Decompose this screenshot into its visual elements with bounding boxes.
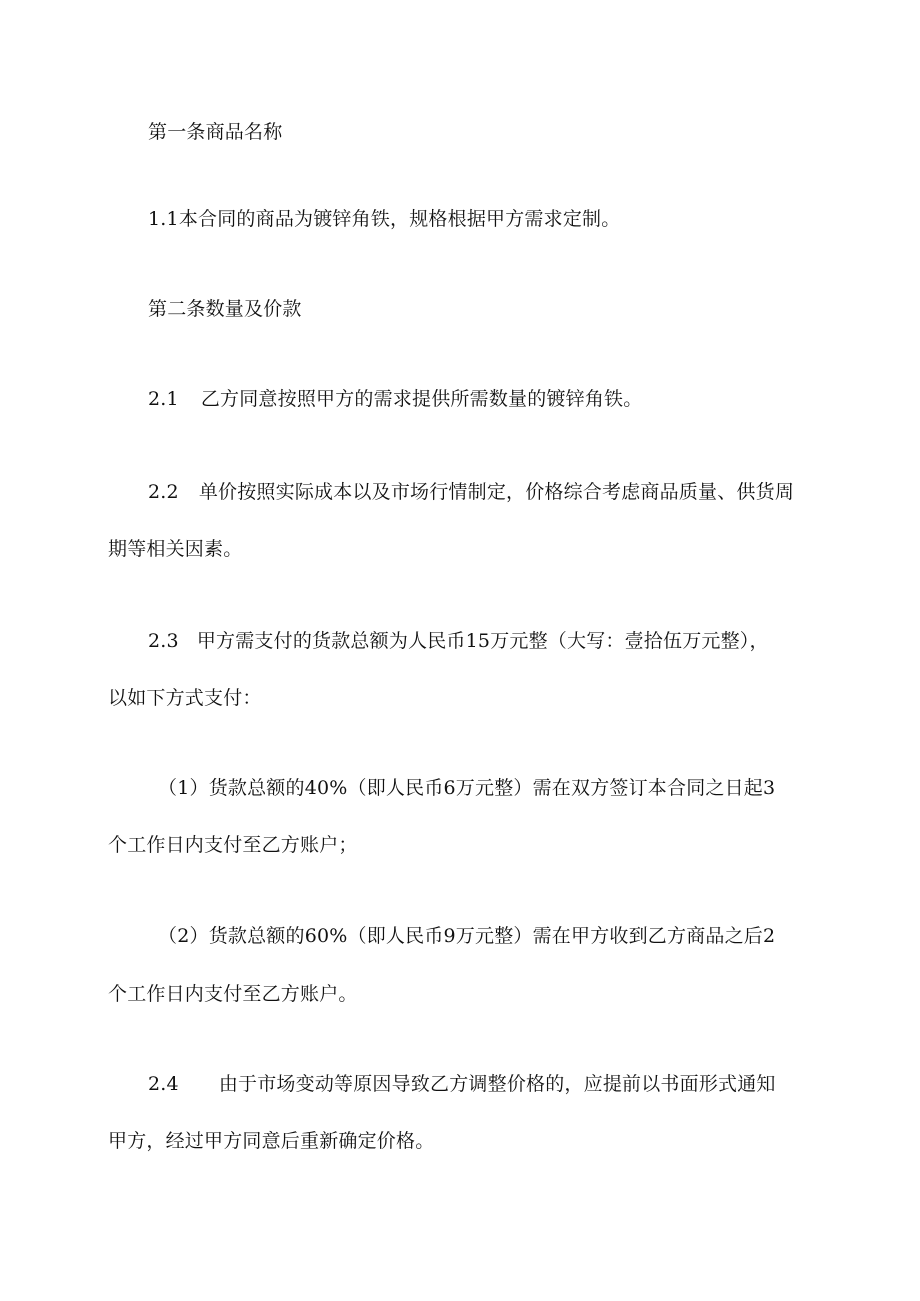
clause-number: 2.1 bbox=[148, 388, 179, 410]
payment-item-1-line-2: 个工作日内支付至乙方账户； bbox=[108, 834, 358, 856]
clause-number: 2.3 bbox=[148, 630, 179, 652]
payment-item-2-line-1: （2）货款总额的60%（即人民币9万元整）需在甲方收到乙方商品之后2 bbox=[158, 925, 776, 947]
clause-number: 2.4 bbox=[148, 1073, 179, 1095]
clause-2-2-line-1 bbox=[148, 480, 794, 504]
clause-2-4-line-2: 甲方，经过甲方同意后重新确定价格。 bbox=[108, 1130, 435, 1152]
clause-2-1 bbox=[148, 387, 642, 411]
clause-text: 单价按照实际成本以及市场行情制定，价格综合考虑商品质量、供货周 bbox=[198, 481, 795, 503]
clause-2-4-line-1 bbox=[148, 1072, 776, 1096]
payment-item-1-line-1: （1）货款总额的40%（即人民币6万元整）需在双方签订本合同之日起3 bbox=[158, 777, 776, 799]
heading-article-1: 第一条商品名称 bbox=[148, 121, 283, 143]
clause-text: 乙方同意按照甲方的需求提供所需数量的镀锌角铁。 bbox=[200, 388, 643, 410]
clause-number: 2.2 bbox=[148, 481, 179, 503]
clause-2-3-line-1 bbox=[148, 629, 769, 653]
clause-text: 由于市场变动等原因导致乙方调整价格的，应提前以书面形式通知 bbox=[218, 1073, 776, 1095]
clause-2-3-line-2: 以如下方式支付： bbox=[108, 687, 262, 709]
clause-2-2-line-2: 期等相关因素。 bbox=[108, 538, 243, 560]
payment-item-2-line-2: 个工作日内支付至乙方账户。 bbox=[108, 983, 358, 1005]
clause-1-1: 1.1本合同的商品为镀锌角铁，规格根据甲方需求定制。 bbox=[148, 208, 621, 230]
clause-text: 甲方需支付的货款总额为人民币15万元整（大写：壹拾伍万元整）， bbox=[196, 630, 769, 652]
heading-article-2: 第二条数量及价款 bbox=[148, 298, 302, 320]
